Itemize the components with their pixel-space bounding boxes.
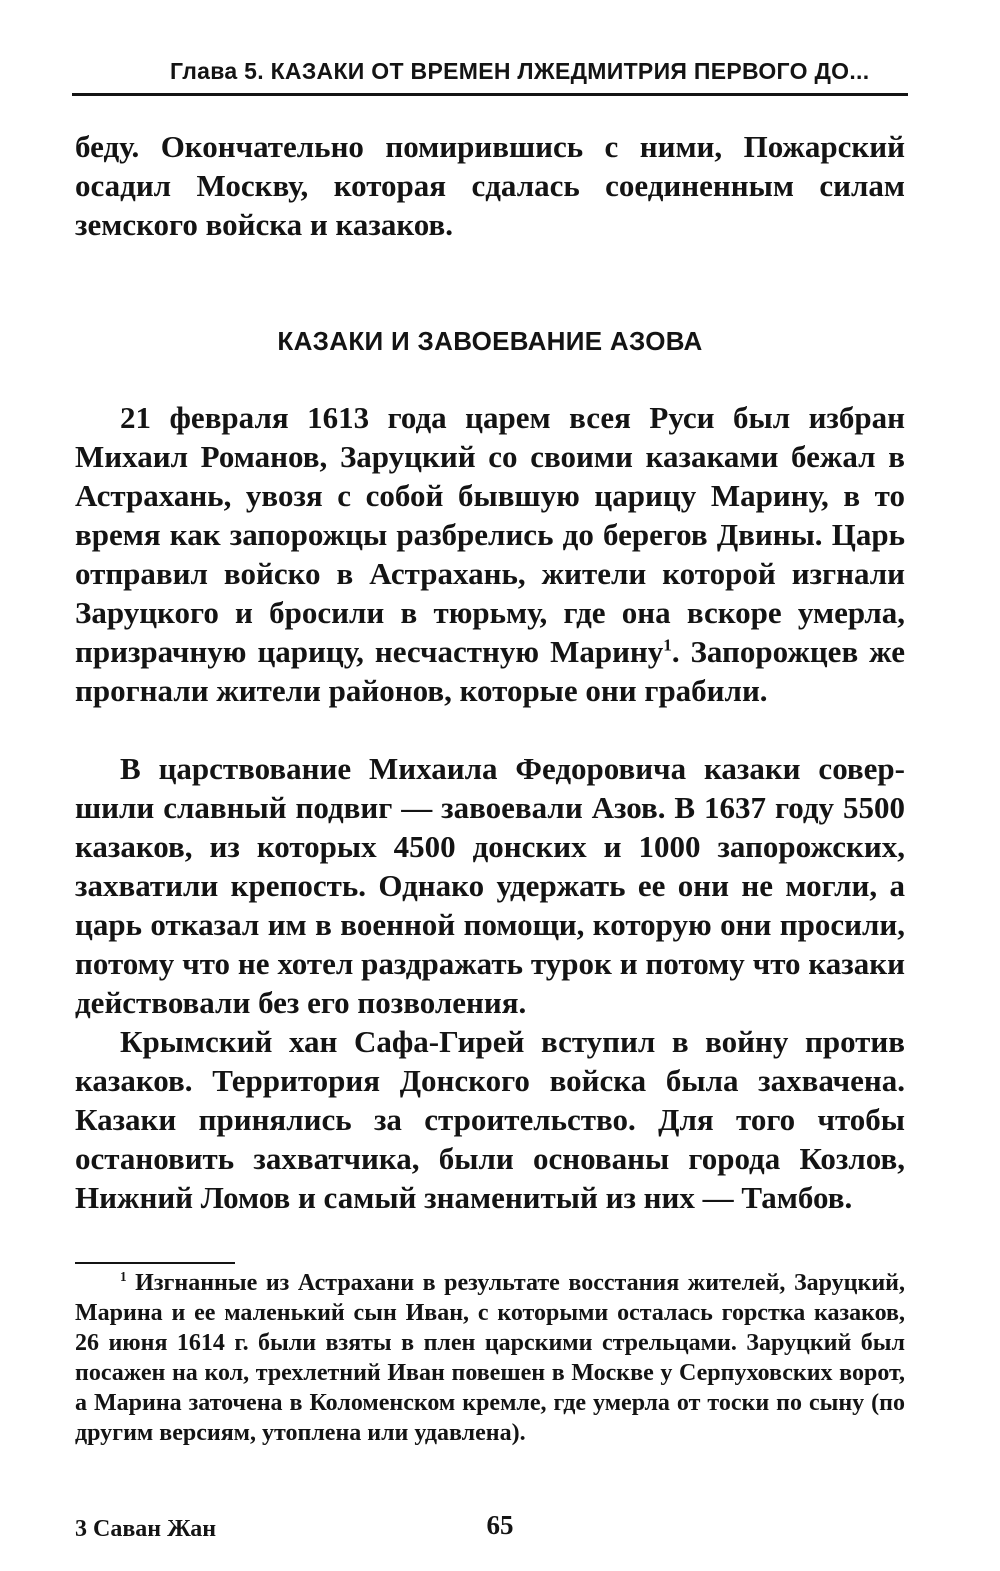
footnote-marker: 1: [120, 1269, 127, 1284]
footnote-text: Изгнанные из Астрахани в результате восстания жителей, Заруцкий, Марина и ее маленький сын Иван, с которыми осталась горстка казаков, 26 июня 1614 г. были взяты в плен царскими стрельцами. Заруцкий был посажен на кол, трехлетний Иван повешен в Москве у Серпуховских ворот, а Марина заточена в Коломенском кремле, где умерла от тоски по сыну (по другим версиям, утоплена или удавлена).: [75, 1270, 905, 1446]
paragraph-1-tail: . Запорожцев же прогнали жители районов, которые они грабили.: [75, 634, 906, 708]
paragraph-2: В царствование Михаила Федоровича казаки совершили славный подвиг — завоевали Азов. В 1637 году 5500 казаков, из которых 4500 донских и 1000 запорожских, захватили крепость. Однако удержать ее они не могли, а царь отказал им в военной помощи, которую они просили, потому что не хотел раздражать турок и потому что казаки действовали без его позволения.: [75, 751, 905, 1020]
continued-paragraph: беду. Окончательно помирившись с ними, Пожарский осадил Москву, которая сдалась соединенным силам земского войска и казаков.: [75, 129, 905, 242]
paragraph-1: [75, 398, 905, 710]
footnote-rule: [75, 1262, 235, 1264]
paragraph-1-text: 21 февраля 1613 года царем всея Руси был избран Михаил Романов, Заруцкий со своими казаками бежал в Астрахань, увозя с собой бывшую царицу Марину, в то время как запорожцы разбрелись до берегов Двины. Царь отправил войско в Астрахань, жители которой изгнали Заруцкого и бросили в тюрьму, где она вскоре умерла, призрачную царицу, несчастную Марину: [75, 400, 905, 669]
footnote-ref: 1: [663, 635, 672, 655]
paragraph-3: Крымский хан Сафа-Гирей вступил в войну против казаков. Территория Донского войска была захвачена. Казаки принялись за строительство. Для того чтобы остановить захватчика, были основаны города Козлов, Нижний Ломов и самый знаменитый из них — Тамбов.: [75, 1024, 905, 1215]
header-rule: [72, 93, 908, 96]
section-title: КАЗАКИ И ЗАВОЕВАНИЕ АЗОВА: [277, 326, 703, 356]
page-number: 65: [486, 1510, 514, 1540]
printer-signature: 3 Саван Жан: [75, 1516, 217, 1542]
footnote: [75, 1268, 905, 1448]
running-header: Глава 5. КАЗАКИ ОТ ВРЕМЕН ЛЖЕДМИТРИЯ ПЕРВОГО ДО...: [170, 58, 870, 84]
